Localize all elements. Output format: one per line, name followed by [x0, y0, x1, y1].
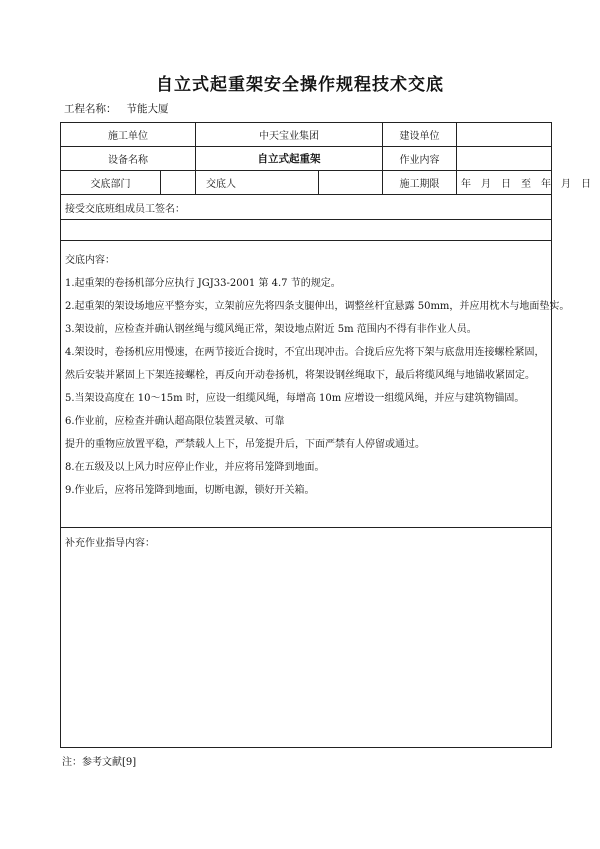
table-row	[61, 195, 552, 220]
disclosure-form-table	[60, 122, 591, 748]
builder-unit-value	[457, 123, 552, 147]
supplement-cell	[61, 528, 552, 748]
content-item: 8.在五级及以上风力时应停止作业，并应将吊笼降到地面。	[65, 462, 325, 473]
content-item: 提升的重物应放置平稳，严禁载人上下，吊笼提升后，下面严禁有人停留或通过。	[65, 439, 425, 450]
table-row	[61, 147, 552, 171]
table-row	[61, 241, 552, 528]
table-row	[61, 528, 552, 748]
signers-label: 接受交底班组成员工签名：	[61, 195, 552, 220]
construction-unit-label: 施工单位	[61, 123, 196, 147]
project-name-line	[64, 101, 169, 116]
table-row	[61, 171, 552, 195]
equipment-value: 自立式起重架	[196, 147, 383, 171]
reference-note: 注：参考文献[9]	[62, 757, 137, 768]
work-content-label: 作业内容	[383, 147, 457, 171]
project-name-label: 工程名称：	[64, 103, 117, 115]
content-item: 2.起重架的架设场地应平整夯实，立架前应先将四条支腿伸出，调整丝杆宜悬露 50mm，并应用枕木与地面垫实。	[65, 301, 570, 312]
period-value: 年 月 日 至 年 月 日	[457, 171, 552, 195]
content-item: 9.作业后，应将吊笼降到地面，切断电源，锁好开关箱。	[65, 485, 315, 496]
signers-area	[61, 220, 552, 241]
content-item: 4.架设时，卷扬机应用慢速，在两节接近合拢时，不宜出现冲击。合拢后应先将下架与底盘用连接螺栓紧固，	[65, 347, 545, 358]
document-title: 自立式起重架安全操作规程技术交底	[156, 75, 444, 95]
equipment-label: 设备名称	[61, 147, 196, 171]
content-item: 5.当架设高度在 10～15m 时，应设一组缆风绳，每增高 10m 应增设一组缆风绳，并应与建筑物锚固。	[65, 393, 525, 404]
table-row	[61, 123, 552, 147]
table-row	[61, 220, 552, 241]
person-label: 交底人	[196, 171, 319, 195]
supplement-label: 补充作业指导内容：	[65, 538, 155, 549]
content-item: 然后安装并紧固上下架连接螺栓，再反向开动卷扬机，将架设钢丝绳取下，最后将缆风绳与地锚收紧固定。	[65, 370, 535, 381]
work-content-value	[457, 147, 552, 171]
disclosure-content-cell	[61, 241, 570, 528]
content-item: 3.架设前，应检查并确认钢丝绳与缆风绳正常，架设地点附近 5m 范围内不得有非作业人员。	[65, 324, 477, 335]
person-value	[319, 171, 383, 195]
construction-unit-value: 中天宝业集团	[196, 123, 383, 147]
content-title: 交底内容：	[65, 255, 115, 266]
builder-unit-label: 建设单位	[383, 123, 457, 147]
content-item: 1.起重架的卷扬机部分应执行 JGJ33-2001 第 4.7 节的规定。	[65, 278, 341, 289]
content-item: 6.作业前，应检查并确认超高限位装置灵敏、可靠	[65, 416, 285, 427]
period-label: 施工期限	[383, 171, 457, 195]
dept-value	[161, 171, 196, 195]
dept-label: 交底部门	[61, 171, 161, 195]
project-name-value: 节能大厦	[126, 103, 169, 115]
